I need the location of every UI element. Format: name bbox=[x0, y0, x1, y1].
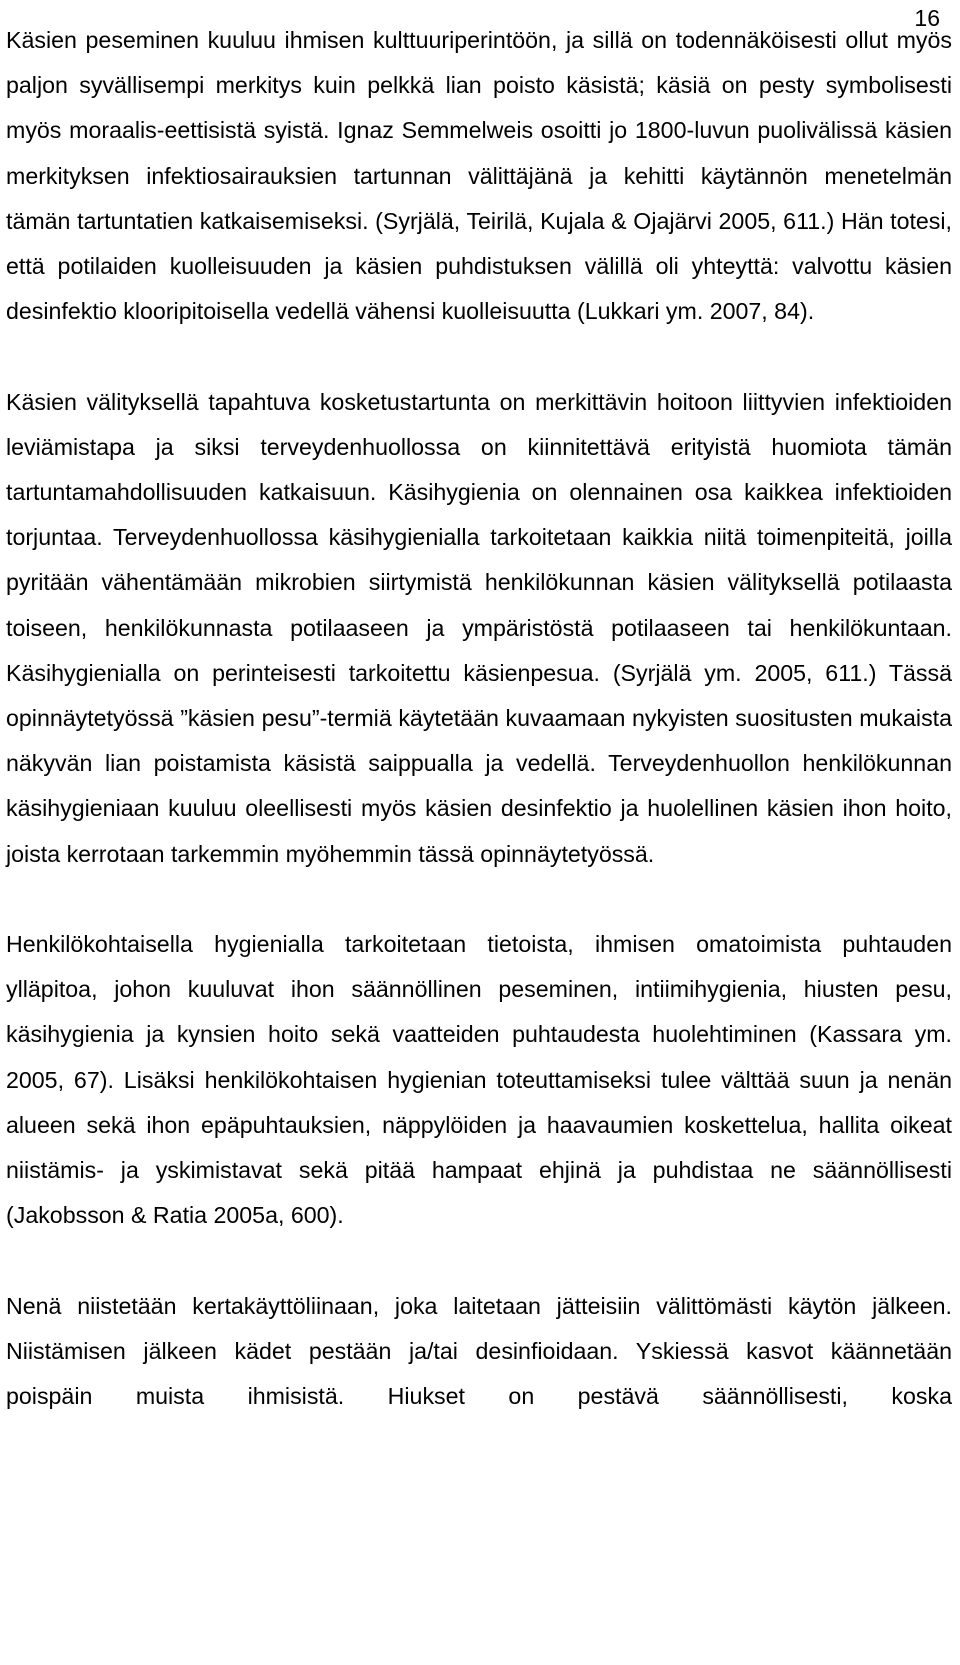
paragraph-hand-hygiene: Käsien välityksellä tapahtuva kosketustartunta on merkittävin hoitoon liittyvien infektioiden leviämistapa ja siksi terveydenhuollossa on kiinnitettävä erityistä huomiota tämän tartuntamahdollisuuden katkaisuun. Käsihygienia on olennainen osa kaikkea infektioiden torjuntaa. Terveydenhuollossa käsihygienialla tarkoitetaan kaikkia niitä toimenpiteitä, joilla pyritään vähentämään mikrobien siirtymistä henkilökunnan käsien välityksellä potilaasta toiseen, henkilökunnasta potilaaseen ja ympäristöstä potilaaseen tai henkilökuntaan. Käsihygienialla on perinteisesti tarkoitettu käsienpesua. (Syrjälä ym. 2005, 611.) Tässä opinnäytetyössä ”käsien pesu”-termiä käytetään kuvaamaan nykyisten suositusten mukaista näkyvän lian poistamista käsistä saippualla ja vedellä. Terveydenhuollon henkilökunnan käsihygieniaan kuuluu oleellisesti myös käsien desinfektio ja huolellinen käsien ihon hoito, joista kerrotaan tarkemmin myöhemmin tässä opinnäytetyössä. bbox=[6, 388, 952, 867]
document-body bbox=[6, 18, 952, 1419]
paragraph-nose-blowing: Nenä niistetään kertakäyttöliinaan, joka laitetaan jätteisiin välittömästi käytön jälkeen. Niistämisen jälkeen kädet pestään ja/tai desinfioidaan. Yskiessä kasvot käännetään poispäin muista ihmisistä. Hiukset on pestävä säännöllisesti, koska bbox=[6, 1292, 952, 1410]
paragraph-personal-hygiene: Henkilökohtaisella hygienialla tarkoitetaan tietoista, ihmisen omatoimista puhtauden ylläpitoa, johon kuuluvat ihon säännöllinen peseminen, intiimihygienia, hiusten pesu, käsihygienia ja kynsien hoito sekä vaatteiden puhtaudesta huolehtiminen (Kassara ym. 2005, 67). Lisäksi henkilökohtaisen hygienian toteuttamiseksi tulee välttää suun ja nenän alueen sekä ihon epäpuhtauksien, näppylöiden ja haavaumien koskettelua, hallita oikeat niistämis- ja yskimistavat sekä pitää hampaat ehjinä ja puhdistaa ne säännöllisesti (Jakobsson & Ratia 2005a, 600). bbox=[6, 931, 952, 1229]
paragraph-hand-washing-history: Käsien peseminen kuuluu ihmisen kulttuuriperintöön, ja sillä on todennäköisesti ollut myös paljon syvällisempi merkitys kuin pelkkä lian poisto käsistä; käsiä on pesty symbolisesti myös moraalis-eettisistä syistä. Ignaz Semmelweis osoitti jo 1800-luvun puolivälissä käsien merkityksen infektiosairauksien tartunnan välittäjänä ja kehitti käytännön menetelmän tämän tartuntatien katkaisemiseksi. (Syrjälä, Teirilä, Kujala & Ojajärvi 2005, 611.) Hän totesi, että potilaiden kuolleisuuden ja käsien puhdistuksen välillä oli yhteyttä: valvottu käsien desinfektio klooripitoisella vedellä vähensi kuolleisuutta (Lukkari ym. 2007, 84). bbox=[6, 27, 952, 325]
page-number: 16 bbox=[914, 5, 940, 31]
